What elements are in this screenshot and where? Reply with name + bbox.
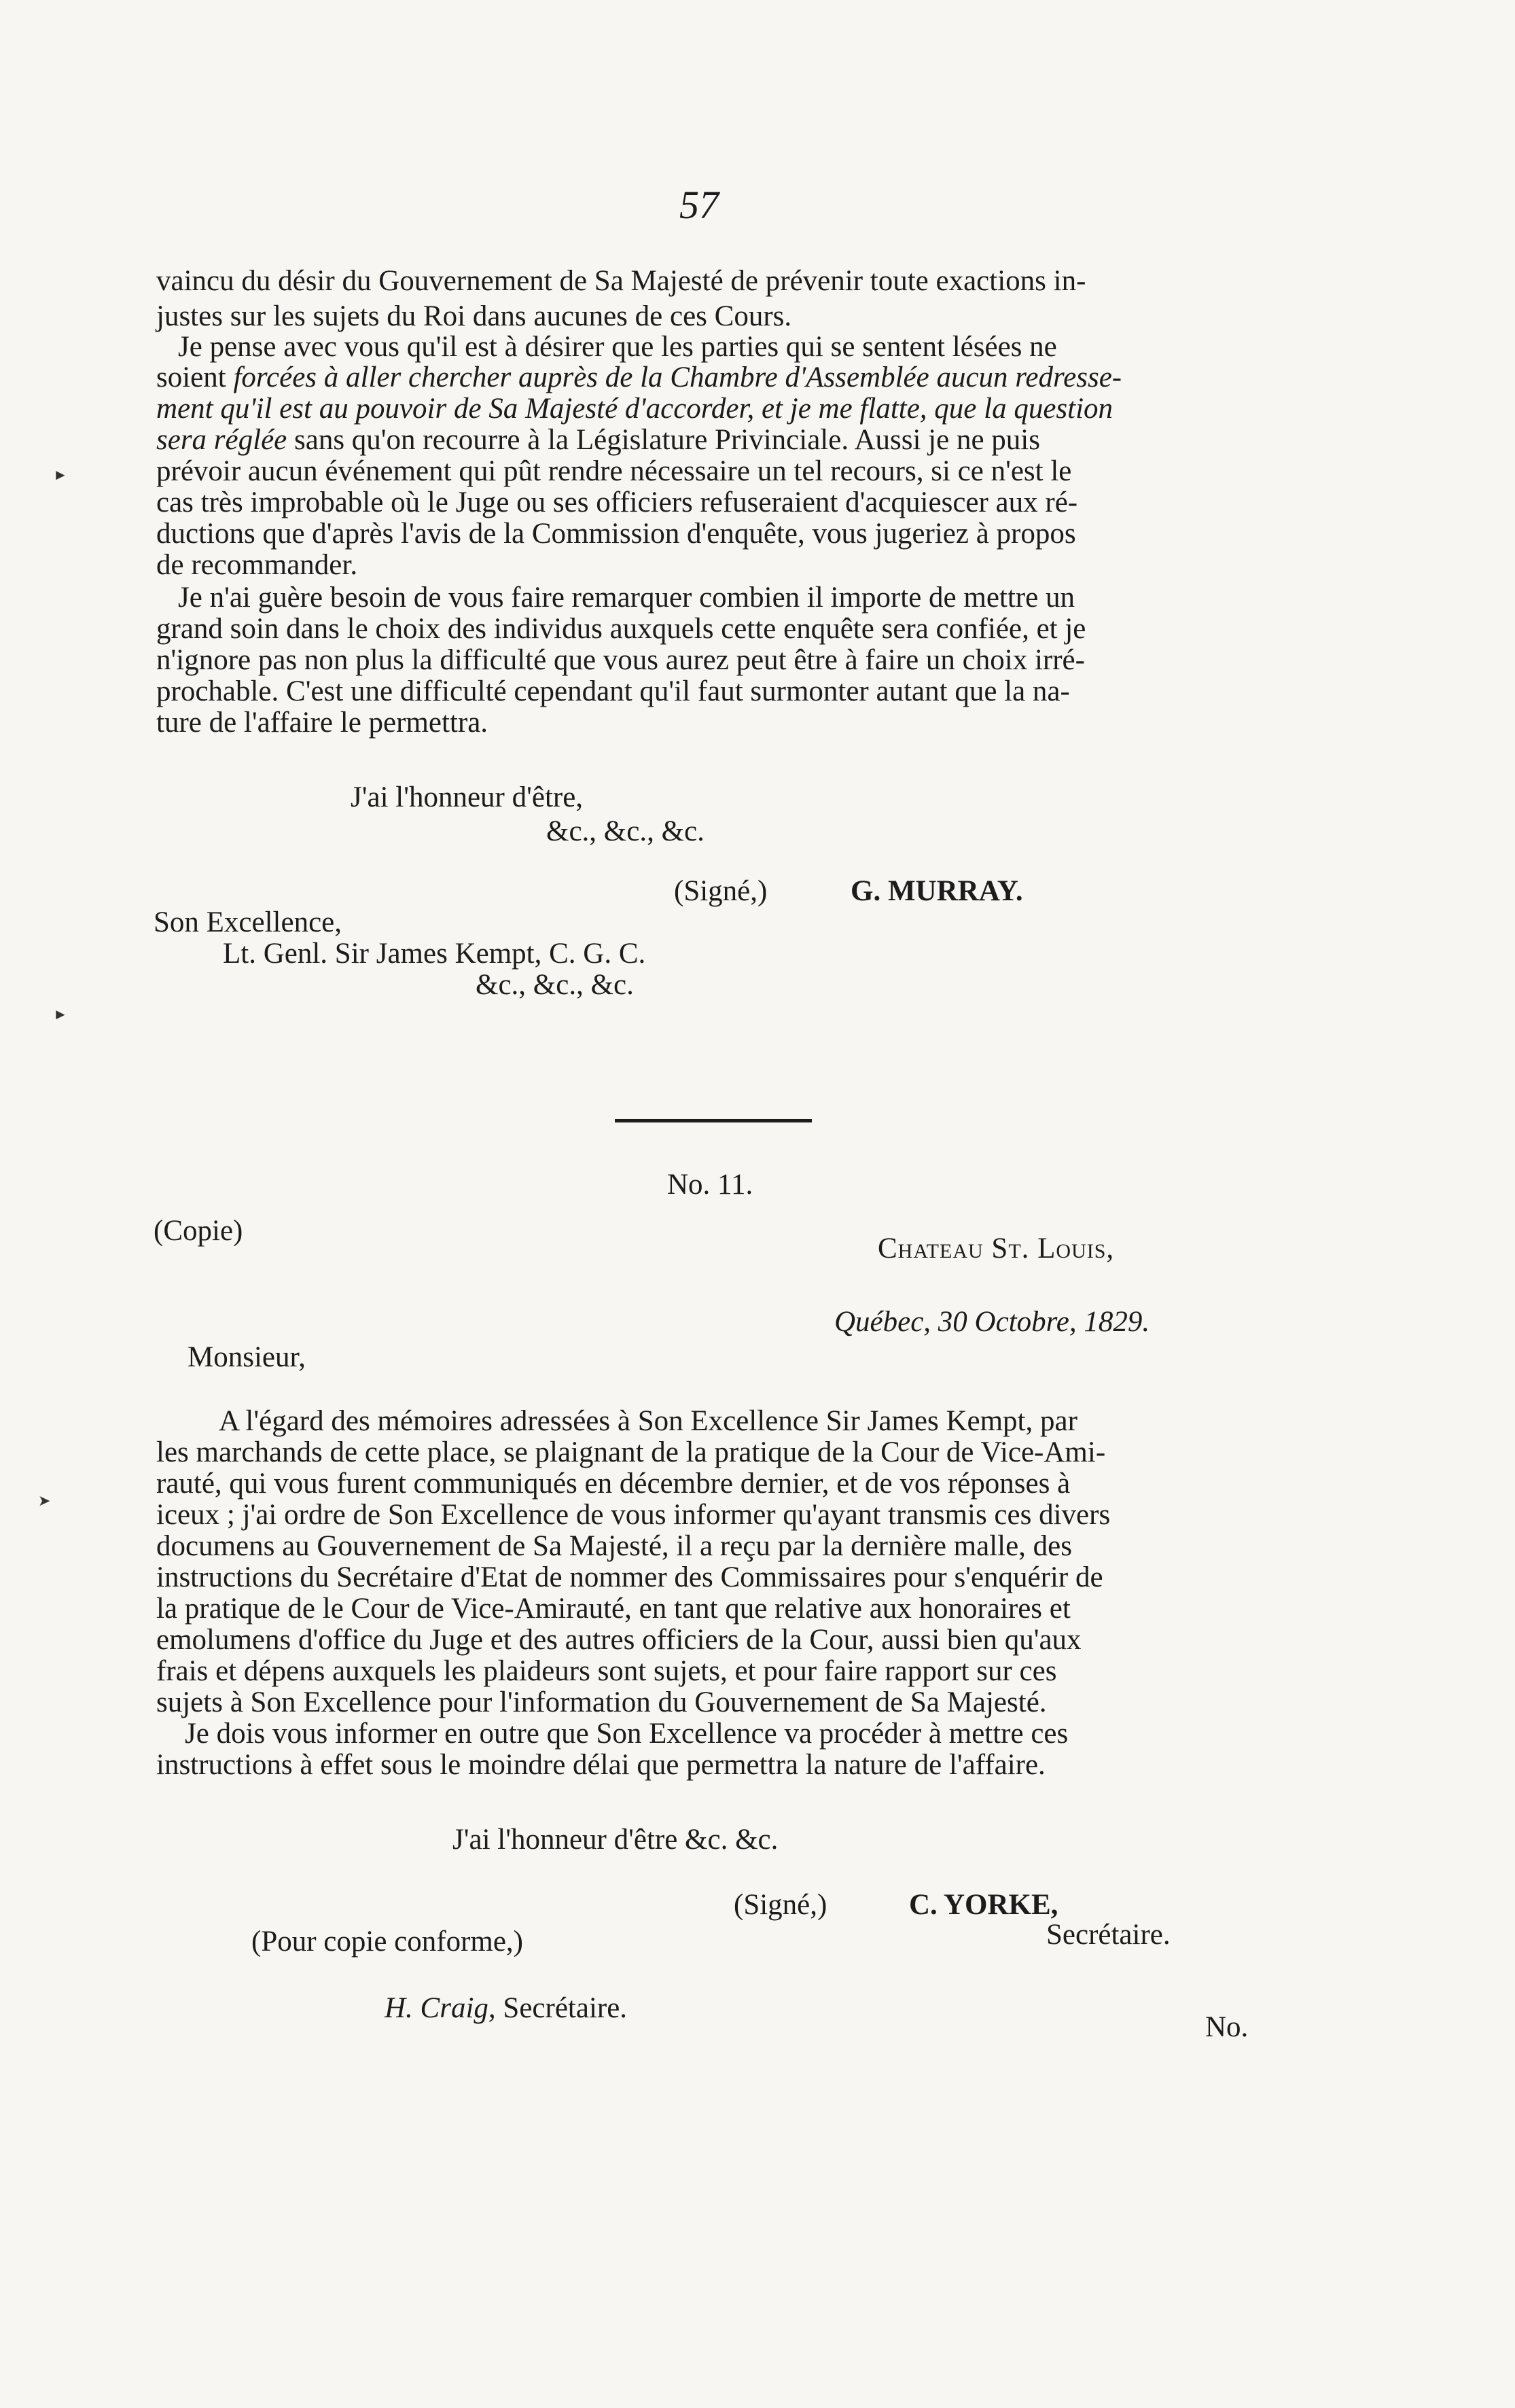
signed-label: (Signé,)	[734, 1889, 827, 1921]
body-line: prochable. C'est une difficulté cependant qu'il faut surmonter autant que la na-	[156, 675, 1070, 707]
body-line	[156, 425, 1040, 455]
document-number: No. 11.	[667, 1169, 753, 1201]
italic-text: sera réglée	[156, 424, 287, 456]
date-line: Québec, 30 Octobre, 1829.	[834, 1306, 1150, 1338]
certifier-line	[385, 1994, 627, 2023]
body-line: grand soin dans le choix des individus auxquels cette enquête sera confiée, et je	[156, 613, 1086, 645]
signatory-name: C. YORKE,	[909, 1889, 1058, 1921]
body-line: de recommander.	[156, 549, 358, 581]
certifier-title: Secrétaire.	[503, 1992, 628, 2024]
certifier-name: H. Craig,	[385, 1992, 496, 2024]
addressee-line: Son Excellence,	[154, 906, 342, 938]
italic-text: forcées à aller chercher auprès de la Chambre d'Assemblée aucun redresse-	[233, 361, 1122, 393]
closing-line: &c., &c., &c.	[546, 815, 705, 847]
body-line: les marchands de cette place, se plaignant de la pratique de la Cour de Vice-Ami-	[156, 1436, 1106, 1468]
body-line: ment qu'il est au pouvoir de Sa Majesté d'accorder, et je me flatte, que la question	[156, 393, 1113, 425]
body-line: Je pense avec vous qu'il est à désirer que les parties qui se sentent lésées ne	[178, 331, 1057, 363]
body-line: rauté, qui vous furent communiqués en décembre dernier, et de vos réponses à	[156, 1468, 1071, 1500]
body-line: prévoir aucun événement qui pût rendre nécessaire un tel recours, si ce n'est le	[156, 455, 1072, 487]
body-line: sujets à Son Excellence pour l'information du Gouvernement de Sa Majesté.	[156, 1686, 1047, 1718]
page-number: 57	[679, 183, 719, 227]
body-line: ture de l'affaire le permettra.	[156, 707, 488, 739]
body-line: iceux ; j'ai ordre de Son Excellence de vous informer qu'ayant transmis ces divers	[156, 1499, 1111, 1531]
signed-label: (Signé,)	[674, 875, 768, 907]
section-divider	[615, 1119, 812, 1122]
body-line: ductions que d'après l'avis de la Commission d'enquête, vous jugeriez à propos	[156, 518, 1076, 550]
body-line: justes sur les sujets du Roi dans aucunes de ces Cours.	[156, 300, 792, 332]
body-line: instructions du Secrétaire d'Etat de nommer des Commissaires pour s'enquérir de	[156, 1561, 1103, 1593]
margin-arrow-icon: ►	[53, 1006, 68, 1023]
body-line	[156, 363, 1122, 392]
body-line: Je n'ai guère besoin de vous faire remarquer combien il importe de mettre un	[178, 582, 1075, 614]
catchword: No.	[1205, 2011, 1249, 2043]
closing-line: J'ai l'honneur d'être &c. &c.	[452, 1824, 779, 1856]
body-line: n'ignore pas non plus la difficulté que vous aurez peut être à faire un choix irré-	[156, 644, 1085, 676]
addressee-line: Lt. Genl. Sir James Kempt, C. G. C.	[223, 938, 646, 970]
certification-label: (Pour copie conforme,)	[251, 1926, 523, 1958]
body-text: soient	[156, 361, 226, 393]
body-text: sans qu'on recourre à la Législature Privinciale. Aussi je ne puis	[294, 424, 1040, 456]
body-line: emolumens d'office du Juge et des autres officiers de la Cour, aussi bien qu'aux	[156, 1624, 1082, 1656]
signatory-name: G. MURRAY.	[851, 875, 1023, 907]
signatory-title: Secrétaire.	[1046, 1919, 1171, 1951]
margin-arrow-icon: ➤	[38, 1492, 51, 1509]
body-line: Je dois vous informer en outre que Son Excellence va procéder à mettre ces	[185, 1718, 1069, 1750]
closing-line: J'ai l'honneur d'être,	[351, 781, 584, 813]
margin-arrow-icon: ►	[53, 466, 68, 483]
addressee-line: &c., &c., &c.	[476, 969, 634, 1001]
body-line: la pratique de le Cour de Vice-Amirauté, en tant que relative aux honoraires et	[156, 1593, 1071, 1625]
body-line: instructions à effet sous le moindre délai que permettra la nature de l'affaire.	[156, 1749, 1046, 1781]
body-line: frais et dépens auxquels les plaideurs sont sujets, et pour faire rapport sur ces	[156, 1655, 1057, 1687]
copy-label: (Copie)	[154, 1215, 243, 1247]
body-line: vaincu du désir du Gouvernement de Sa Majesté de prévenir toute exactions in-	[156, 265, 1086, 297]
body-line: A l'égard des mémoires adressées à Son Excellence Sir James Kempt, par	[219, 1405, 1077, 1437]
body-line: cas très improbable où le Juge ou ses officiers refuseraient d'acquiescer aux ré-	[156, 486, 1078, 518]
body-line: documens au Gouvernement de Sa Majesté, il a reçu par la dernière malle, des	[156, 1530, 1072, 1562]
place-line: Chateau St. Louis,	[878, 1233, 1115, 1264]
salutation: Monsieur,	[188, 1341, 306, 1373]
